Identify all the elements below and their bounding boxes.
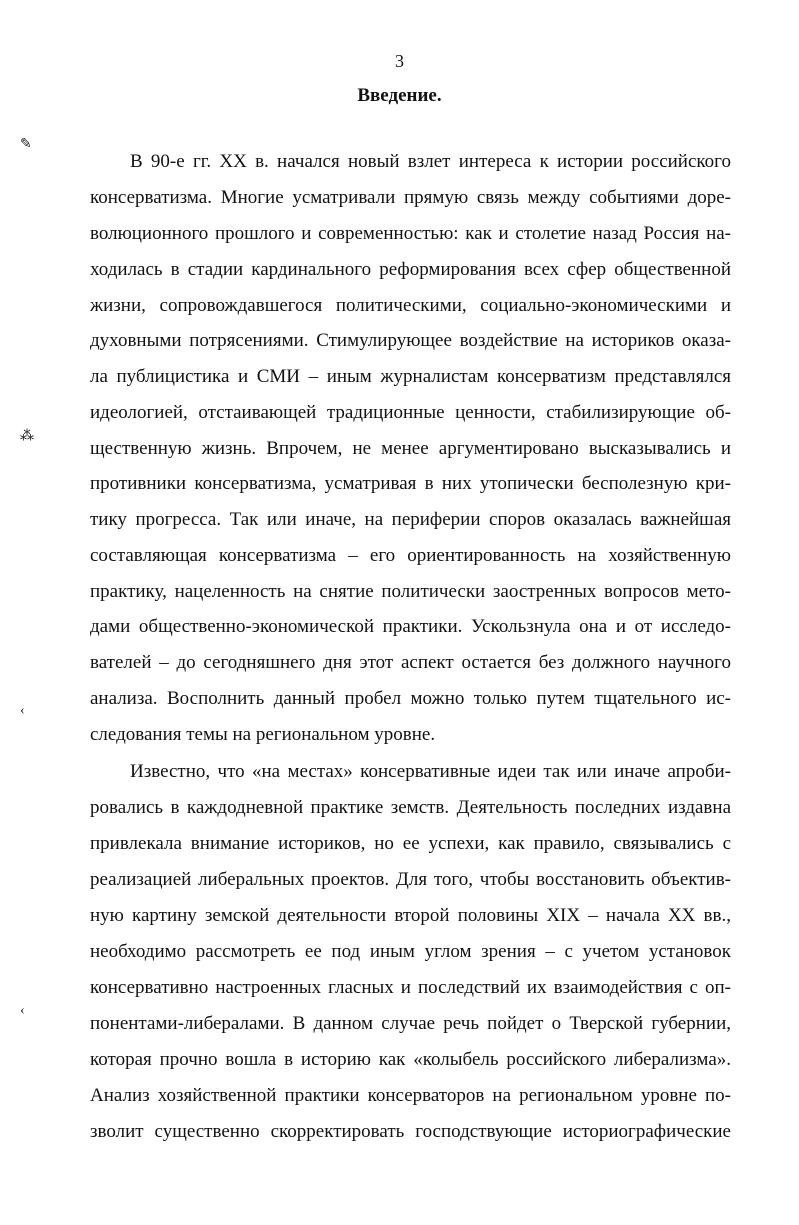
page-title: Введение.: [357, 85, 442, 106]
text-line: консерватизма. Многие усматривали прямую связь между событиями доре-: [90, 187, 731, 208]
text-line: Известно, что «на местах» консервативные идеи так или иначе апроби-: [130, 761, 731, 782]
text-line: идеологией, отстаивающей традиционные ценности, стабилизирующие об-: [90, 402, 731, 423]
text-line: жизни, сопровождавшегося политическими, социально-экономическими и: [90, 295, 731, 316]
scan-mark: ⁂: [20, 429, 34, 444]
text-line: ровались в каждодневной практике земств. Деятельность последних издавна: [90, 797, 731, 818]
text-line: консервативно настроенных гласных и последствий их взаимодействия с оп-: [90, 977, 731, 998]
text-line: необходимо рассмотреть ее под иным углом зрения – с учетом установок: [90, 941, 731, 962]
text-line: ходилась в стадии кардинального реформирования всех сфер общественной: [90, 259, 731, 280]
text-line: практику, нацеленность на снятие политически заостренных вопросов мето-: [90, 581, 731, 602]
text-line: В 90-е гг. XX в. начался новый взлет интереса к истории российского: [130, 151, 731, 172]
text-line: понентами-либералами. В данном случае речь пойдет о Тверской губернии,: [90, 1013, 731, 1034]
text-line: реализацией либеральных проектов. Для того, чтобы восстановить объектив-: [90, 869, 731, 890]
text-line: дами общественно-экономической практики. Ускользнула она и от исследо-: [90, 616, 731, 637]
text-line: ла публицистика и СМИ – иным журналистам консерватизм представлялся: [90, 366, 731, 387]
text-line: Анализ хозяйственной практики консерваторов на региональном уровне по-: [90, 1085, 731, 1106]
text-line: которая прочно вошла в историю как «колыбель российского либерализма».: [90, 1049, 731, 1070]
text-line: щественную жизнь. Впрочем, не менее аргументировано высказывались и: [90, 438, 731, 459]
text-line: противники консерватизма, усматривая в них утопически бесполезную кри-: [90, 473, 731, 494]
text-line: зволит существенно скорректировать господствующие историографические: [90, 1121, 731, 1142]
text-line: вателей – до сегодняшнего дня этот аспект остается без должного научного: [90, 652, 731, 673]
text-line: привлекала внимание историков, но ее успехи, как правило, связывались с: [90, 833, 731, 854]
text-line: следования темы на региональном уровне.: [90, 724, 436, 745]
text-line: ную картину земской деятельности второй половины XIX – начала XX вв.,: [90, 905, 731, 926]
text-line: волюционного прошлого и современностью: как и столетие назад Россия на-: [90, 223, 731, 244]
scan-mark: ‹: [20, 703, 25, 718]
scan-mark: ‹: [20, 1003, 25, 1018]
page-number: 3: [395, 51, 404, 71]
text-line: анализа. Восполнить данный пробел можно только путем тщательного ис-: [90, 688, 731, 709]
text-line: духовными потрясениями. Стимулирующее воздействие на историков оказа-: [90, 330, 731, 351]
text-line: тику прогресса. Так или иначе, на периферии споров оказалась важнейшая: [90, 509, 731, 530]
scan-mark: ✎: [20, 137, 32, 152]
text-line: составляющая консерватизма – его ориентированность на хозяйственную: [90, 545, 731, 566]
